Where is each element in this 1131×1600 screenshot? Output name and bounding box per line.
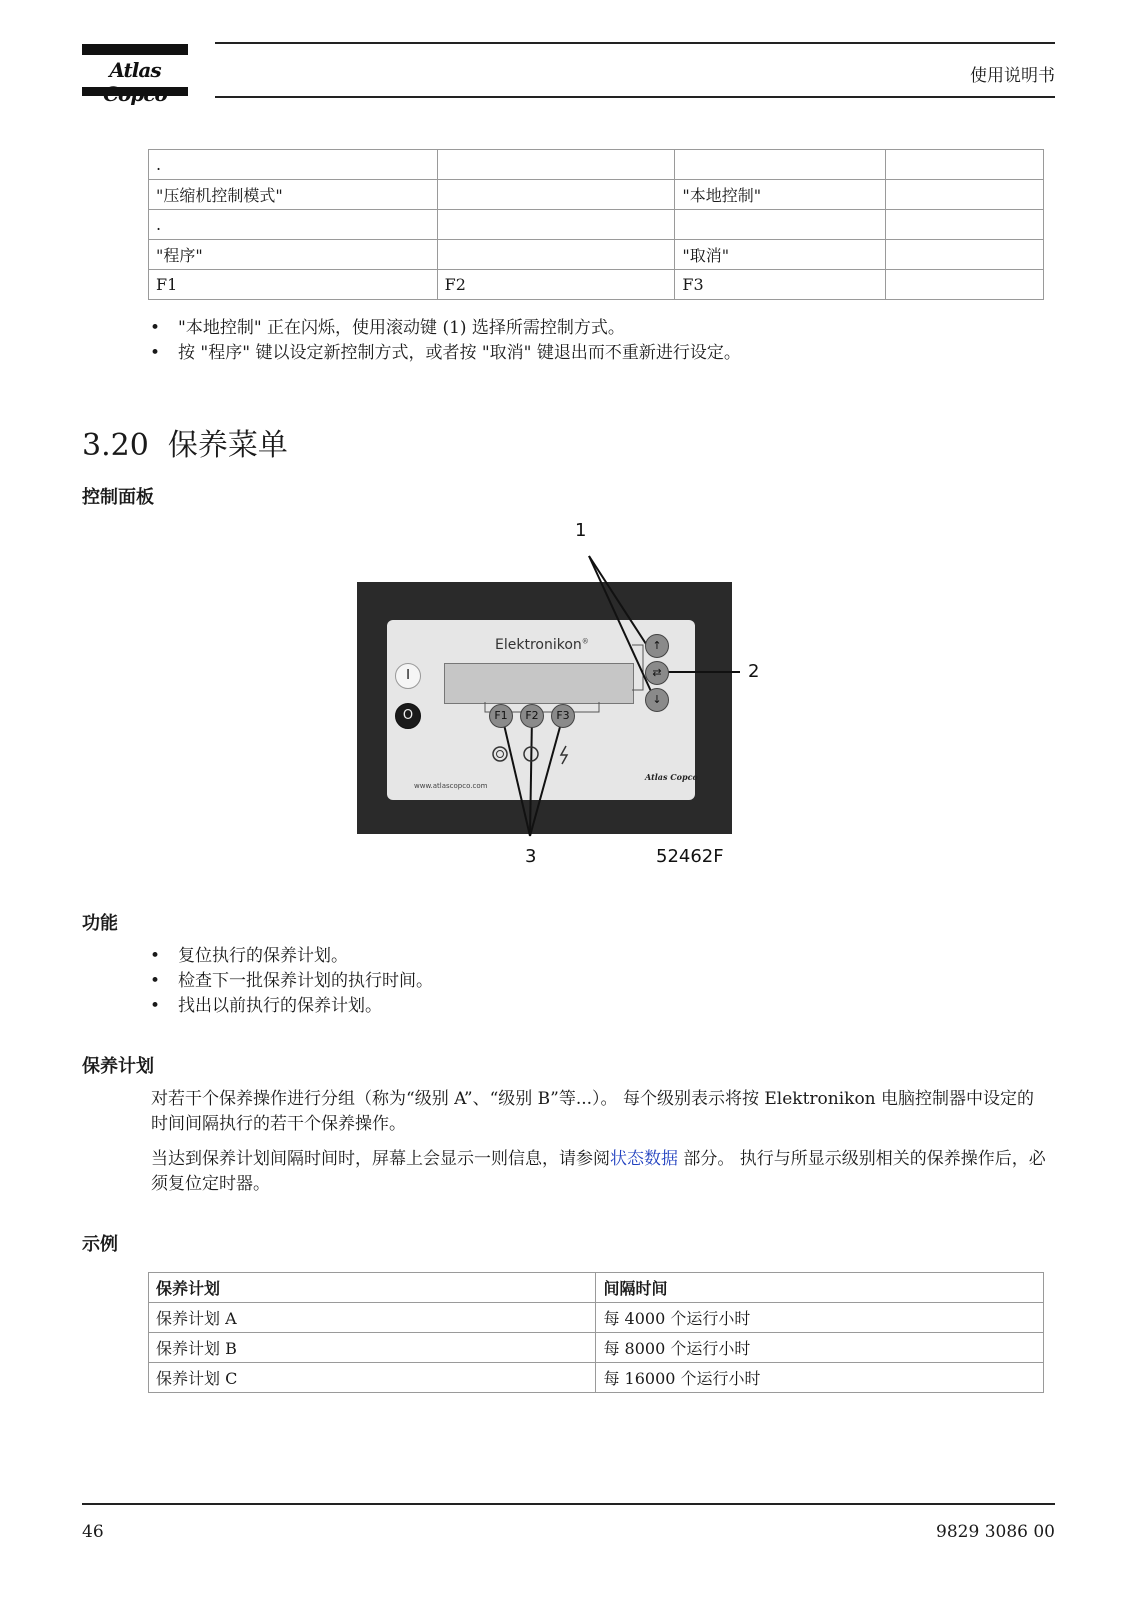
table-cell [437, 150, 675, 180]
screen-table [148, 149, 1044, 300]
table-cell [437, 240, 675, 270]
plans-paragraph-2: 当达到保养计划间隔时间时，屏幕上会显示一则信息，请参阅状态数据 部分。 执行与所显示级别相关的保养操作后，必须复位定时器。 [151, 1149, 1046, 1194]
control-panel-figure [345, 520, 775, 880]
table-row [149, 1333, 1044, 1363]
example-heading: 示例 [82, 1234, 118, 1255]
table-cell: . [149, 150, 438, 180]
table-cell [675, 150, 886, 180]
intro-bullets [148, 316, 1048, 366]
start-button[interactable]: I [395, 663, 421, 689]
example-table [148, 1272, 1044, 1393]
column-header: 保养计划 [149, 1273, 596, 1303]
column-header: 间隔时间 [596, 1273, 1044, 1303]
f3-key[interactable]: F3 [551, 704, 575, 728]
list-item: • "本地控制" 正在闪烁，使用滚动键 (1) 选择所需控制方式。 [148, 316, 1048, 341]
status-data-link[interactable]: 状态数据 [610, 1149, 678, 1169]
table-cell: F1 [149, 270, 438, 300]
table-cell: "压缩机控制模式" [149, 180, 438, 210]
callout-2: 2 [748, 661, 760, 682]
table-cell [886, 150, 1044, 180]
table-cell [437, 210, 675, 240]
brand-logo: Atlas [109, 58, 161, 82]
section-number: 3.20 [82, 428, 149, 463]
table-row [149, 1363, 1044, 1393]
figure-code: 52462F [656, 846, 724, 867]
table-cell [886, 240, 1044, 270]
table-cell: 保养计划 B [149, 1333, 596, 1363]
panel-lines [345, 520, 775, 880]
header-rule-top [215, 42, 1055, 44]
table-cell: "程序" [149, 240, 438, 270]
table-cell: 保养计划 C [149, 1363, 596, 1393]
control-panel-heading: 控制面板 [82, 487, 154, 508]
table-row [149, 210, 1044, 240]
logo-bar-top [82, 44, 188, 55]
panel-mini-logo: Atlas Copco [645, 772, 698, 782]
list-item: • 检查下一批保养计划的执行时间。 [148, 969, 1048, 994]
table-cell: 每 16000 个运行小时 [596, 1363, 1044, 1393]
tab-key[interactable]: ⇄ [645, 661, 669, 685]
table-header-row [149, 1273, 1044, 1303]
panel-url: www.atlascopco.com [414, 782, 488, 790]
table-cell [886, 270, 1044, 300]
table-cell: "取消" [675, 240, 886, 270]
function-list [148, 944, 1048, 1019]
list-item: • 找出以前执行的保养计划。 [148, 994, 1048, 1019]
callout-3: 3 [525, 846, 537, 867]
header-title: 使用说明书 [970, 66, 1055, 86]
table-cell: . [149, 210, 438, 240]
f1-key[interactable]: F1 [489, 704, 513, 728]
function-heading: 功能 [82, 913, 118, 934]
table-cell: 每 4000 个运行小时 [596, 1303, 1044, 1333]
table-row [149, 240, 1044, 270]
document-number: 9829 3086 00 [936, 1522, 1055, 1542]
callout-1: 1 [575, 520, 587, 541]
table-cell: 每 8000 个运行小时 [596, 1333, 1044, 1363]
table-row [149, 180, 1044, 210]
scroll-up-key[interactable]: ↑ [645, 634, 669, 658]
panel-brand: Elektronikon® [495, 637, 589, 653]
table-row [149, 150, 1044, 180]
table-cell [886, 210, 1044, 240]
logo-bar-bottom [82, 87, 188, 96]
section-heading [82, 420, 288, 464]
table-cell: F3 [675, 270, 886, 300]
list-item: • 按 "程序" 键以设定新控制方式，或者按 "取消" 键退出而不重新进行设定。 [148, 341, 1048, 366]
table-cell: "本地控制" [675, 180, 886, 210]
table-cell [437, 180, 675, 210]
page-number: 46 [82, 1522, 104, 1542]
table-row [149, 1303, 1044, 1333]
table-cell: 保养计划 A [149, 1303, 596, 1333]
f2-key[interactable]: F2 [520, 704, 544, 728]
plans-heading: 保养计划 [82, 1056, 154, 1077]
list-item: • 复位执行的保养计划。 [148, 944, 1048, 969]
stop-button[interactable]: O [395, 703, 421, 729]
table-cell: F2 [437, 270, 675, 300]
table-cell [675, 210, 886, 240]
header-rule-bottom [215, 96, 1055, 98]
footer-rule [82, 1503, 1055, 1505]
section-title: 保养菜单 [167, 428, 288, 463]
scroll-down-key[interactable]: ↓ [645, 688, 669, 712]
table-cell [886, 180, 1044, 210]
plans-paragraph-1: 对若干个保养操作进行分组（称为“级别 A”、“级别 B”等...）。 每个级别表示将按 Elektronikon 电脑控制器中设定的时间间隔执行的若干个保养操作。 [151, 1089, 1035, 1134]
table-row [149, 270, 1044, 300]
